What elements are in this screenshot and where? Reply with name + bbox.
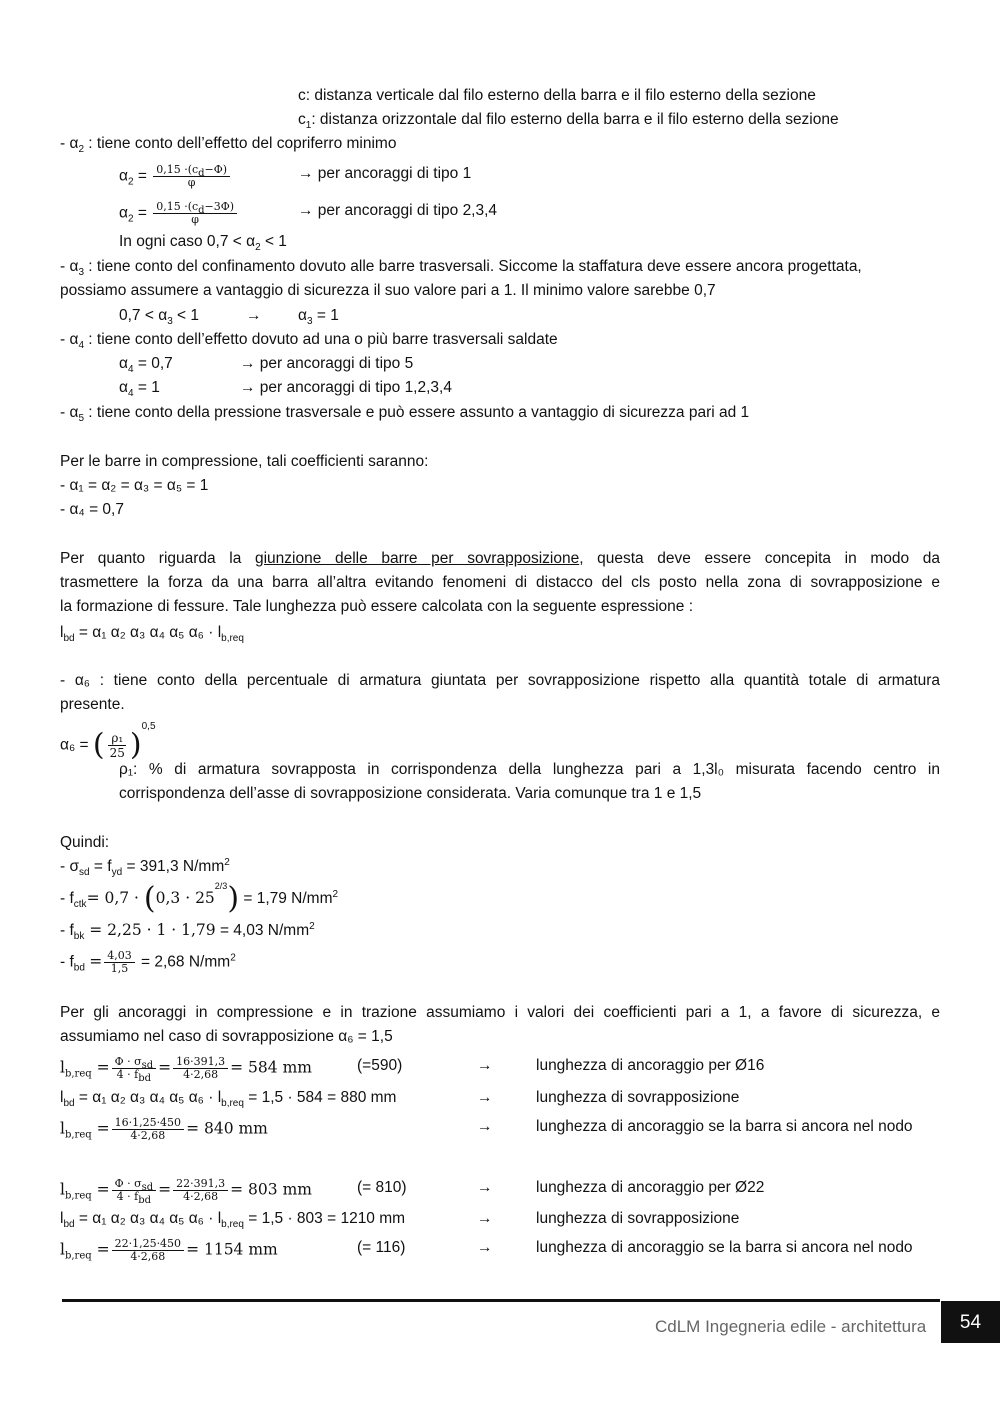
quindi-label: Quindi: xyxy=(60,834,110,851)
alpha6-presente: presente. xyxy=(60,696,125,713)
rho1-range: corrispondenza dell’asse di sovrapposizione considerata. Varia comunque tra 1 e 1,5 xyxy=(119,785,702,802)
lbreq-22-formula: $l_{b,req}$ = $\Phi \cdot \sigma_{sd}$ $4 \cdot f_{bd}$ = $\frac{22\cdot 391,3}{4\cdot 2,68}$ = 803 mm xyxy=(60,1177,312,1207)
lbreq-22-node-desc: lunghezza di ancoraggio se la barra si ancora nel nodo xyxy=(536,1239,913,1256)
alpha6-heading: - α₆ : tiene conto della percentuale di armatura giuntata per sovrapposizione rispetto alla quantità totale di armatura xyxy=(60,672,940,689)
alpha2-formula-1: $\alpha_2$ = $\frac{0,15 \cdot(c_d-\Phi)}{\varphi}$ xyxy=(119,164,232,189)
alpha3-range: $0,7 < \alpha_3 < 1$ xyxy=(119,307,200,328)
alpha3-value: $\alpha_3 = 1$ xyxy=(298,307,339,328)
alpha4-value-b: $\alpha_4 = 1$ xyxy=(119,379,160,400)
alpha4-heading: - $\alpha_4$ : tiene conto dell’effetto dovuto ad una o più barre trasversali saldate xyxy=(60,331,558,352)
lbreq-22-node-formula: $l_{b,req}$ = $\frac{22\cdot 1,25\cdot 450}{4\cdot 2,68}$ = 1154 mm xyxy=(60,1237,278,1263)
arrow-icon: → xyxy=(477,1210,493,1227)
arrow-icon: → xyxy=(477,1089,493,1106)
alpha4-type5: → per ancoraggi di tipo 5 xyxy=(240,355,414,372)
overlap-paragraph-line2: trasmettere la forza da una barra all’altra evitando fenomeni di distacco del cls posto nella zona di sovrapposizione e xyxy=(60,574,940,591)
rho1-definition: ρ₁: % di armatura sovrapposta in corrispondenza della lunghezza pari a 1,3l₀ misurata facendo centro in xyxy=(119,761,940,778)
fctk-line: - $f_{ctk}= 0,7 \cdot (0,3 \cdot 25^{2/3}) = 1,79$ $N/mm^2$ xyxy=(60,880,339,916)
alpha2-type1: → per ancoraggi di tipo 1 xyxy=(298,165,472,182)
anchoring-intro-line1: Per gli ancoraggi in compressione e in trazione assumiamo i valori dei coefficienti pari a 1, a favore di sicurezza, e xyxy=(60,1004,940,1021)
arrow-icon: → xyxy=(477,1118,493,1135)
lbreq-16-rounded: (=590) xyxy=(357,1057,403,1074)
arrow-icon: → xyxy=(477,1057,493,1074)
lbreq-16-formula: $l_{b,req}$ = $\Phi \cdot \sigma_{sd}$ $4 \cdot f_{bd}$ = $\frac{16\cdot 391,3}{4\cdot 2,68}$ = 584 mm xyxy=(60,1055,312,1085)
lbd-16-desc: lunghezza di sovrapposizione xyxy=(536,1089,740,1106)
definition-c: c: distanza verticale dal filo esterno della barra e il filo esterno della sezione xyxy=(298,87,816,104)
alpha2-formula-2: $\alpha_2$ = $\frac{0,15 \cdot(c_d-3\Phi)}{\varphi}$ xyxy=(119,201,239,226)
fbk-line: - $f_{bk} = 2,25 \cdot 1 \cdot 1,79 = 4,03$ $N/mm^2$ xyxy=(60,920,315,943)
lbreq-22-node-rounded: (= 116) xyxy=(357,1239,406,1256)
alpha6-formula: α₆ = ( $\frac{\text{ρ₁}}{25}$ )$^{0,5}$ xyxy=(60,721,156,763)
alpha4-value-a: $\alpha_4 = 0,7$ xyxy=(119,355,173,376)
lbreq-22-desc: lunghezza di ancoraggio per Ø22 xyxy=(536,1179,765,1196)
page-number: 54 xyxy=(941,1301,1000,1343)
overlap-paragraph-line3: la formazione di fessure. Tale lunghezza può essere calcolata con la seguente espressione : xyxy=(60,598,694,615)
arrow-icon: → xyxy=(477,1179,493,1196)
footer-course-name: CdLM Ingegneria edile - architettura xyxy=(655,1317,927,1336)
lbreq-16-node-formula: $l_{b,req}$ = $\frac{16\cdot 1,25\cdot 450}{4\cdot 2,68}$ = 840 mm xyxy=(60,1116,268,1142)
compression-intro: Per le barre in compressione, tali coefficienti saranno: xyxy=(60,453,429,470)
compression-alpha-1: - α₁ = α₂ = α₃ = α₅ = 1 xyxy=(60,477,209,494)
lbd-formula: $l_{bd} = \alpha_1$ α₂ α₃ α₄ α₅ $\alpha_6 \cdot l_{b,req}$ xyxy=(60,624,244,645)
lbd-16-formula: $l_{bd} = \alpha_1$ α₂ α₃ α₄ α₅ $\alpha_6 \cdot l_{b,req} = 1,5 \cdot 584 = 880$ mm xyxy=(60,1089,397,1110)
alpha2-heading: - $\alpha_2$ : tiene conto dell’effetto del copriferro minimo xyxy=(60,135,397,156)
alpha2-range: In ogni caso $0,7 < \alpha_2 < 1$ xyxy=(119,233,287,254)
lbreq-16-node-desc: lunghezza di ancoraggio se la barra si ancora nel nodo xyxy=(536,1118,913,1135)
alpha3-heading: - $\alpha_3$ : tiene conto del confinamento dovuto alle barre trasversali. Siccome la staffatura deve essere ancora progettata, xyxy=(60,258,862,279)
lbreq-16-desc: lunghezza di ancoraggio per Ø16 xyxy=(536,1057,765,1074)
arrow-icon: → xyxy=(477,1239,493,1256)
fbd-line: - $f_{bd}$ = $\frac{4,03}{1,5}$ = 2,68 $N/mm^2$ xyxy=(60,949,236,975)
alpha2-type234: → per ancoraggi di tipo 2,3,4 xyxy=(298,202,498,219)
anchoring-intro-line2: assumiamo nel caso di sovrapposizione α₆ = 1,5 xyxy=(60,1028,393,1045)
alpha4-type1234: → per ancoraggi di tipo 1,2,3,4 xyxy=(240,379,452,396)
sigma-sd-line: - $\sigma_{sd} = f_{yd} = 391,3$ $N/mm^2$ xyxy=(60,856,230,879)
compression-alpha-4: - α₄ = 0,7 xyxy=(60,501,124,518)
footer-rule xyxy=(62,1299,940,1302)
definition-c1: $c_1$: distanza orizzontale dal filo esterno della barra e il filo esterno della sezione xyxy=(298,111,839,132)
arrow-icon: → xyxy=(246,307,262,324)
lbd-22-formula: $l_{bd} = \alpha_1$ α₂ α₃ α₄ α₅ $\alpha_6 \cdot l_{b,req} = 1,5 \cdot 803 = 1210$ mm xyxy=(60,1210,406,1231)
lbd-22-desc: lunghezza di sovrapposizione xyxy=(536,1210,740,1227)
lbreq-22-rounded: (= 810) xyxy=(357,1179,407,1196)
alpha3-note: possiamo assumere a vantaggio di sicurezza il suo valore pari a 1. Il minimo valore sarebbe 0,7 xyxy=(60,282,716,299)
alpha5-heading: - $\alpha_5$ : tiene conto della pressione trasversale e può essere assunto a vantaggio di sicurezza pari ad 1 xyxy=(60,404,750,425)
overlap-paragraph-line1: Per quanto riguarda la giunzione delle barre per sovrapposizione, questa deve essere concepita in modo da xyxy=(60,550,941,567)
